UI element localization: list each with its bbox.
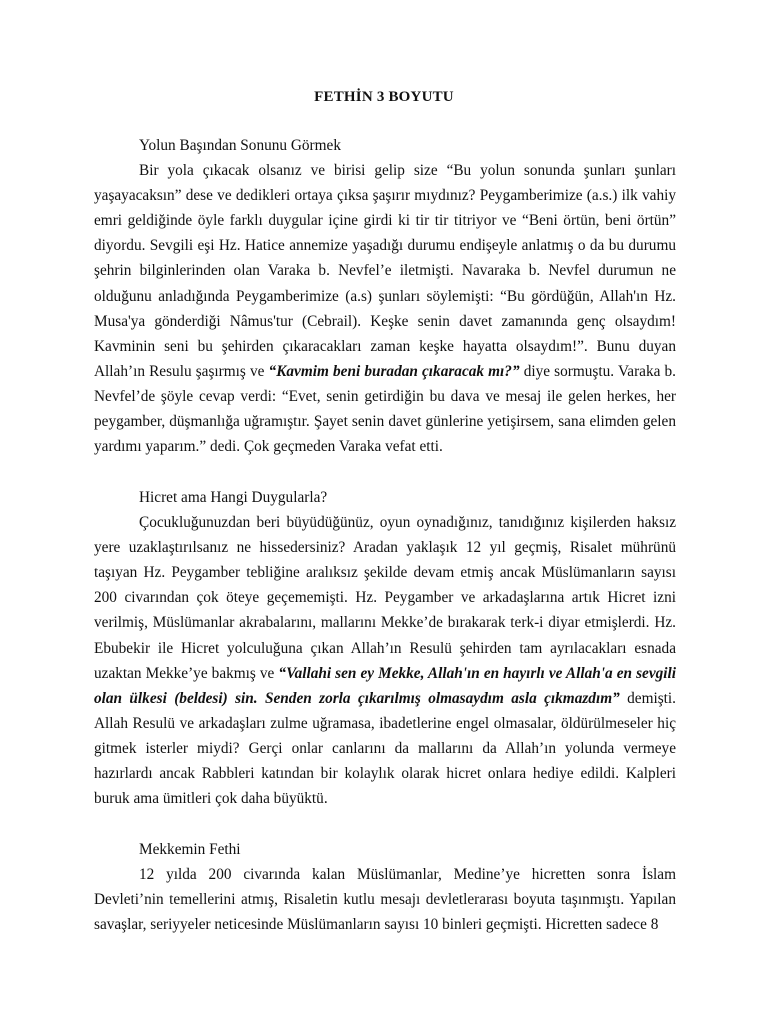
- paragraph-text: 12 yılda 200 civarında kalan Müslümanlar, Medine’ye hicretten sonra İslam Devleti’nin temellerini atmış, Risaletin kutlu mesajı devletlerarası boyuta taşınmıştı. Yapılan savaşlar, seriyyeler neticesinde Müslümanların sayısı 10 binleri geçmişti. Hicretten sadece 8: [94, 866, 676, 934]
- section-paragraph: [94, 510, 676, 811]
- paragraph-text: diye sormuştu. Varaka b. Nevfel’de şöyle cevap verdi: “Evet, senin getirdiğin bu dava ve mesaj ile gelen herkes, her peygamber, düşmanlığa uğramıştır. Şayet senin davet günlerine yetişirsem, sana elimden gelen yardımı yaparım.” dedi. Çok geçmeden Varaka vefat etti.: [94, 362, 676, 456]
- section-paragraph: [94, 158, 676, 459]
- emphasized-quote: “Kavmim beni buradan çıkaracak mı?”: [268, 362, 520, 380]
- section-paragraph: [94, 862, 676, 937]
- section-mekkenin-fethi: [94, 837, 676, 937]
- paragraph-text: demişti. Allah Resulü ve arkadaşları zulme uğramasa, ibadetlerine engel olmasalar, öldürülmeseler hiç gitmek isterler miydi? Gerçi onlar canlarını da mallarını da Allah’ın yolunda vermeye hazırlardı ancak Rabbleri katından bir kolaylık olarak hicret onlara hediye edildi. Kalpleri buruk ama ümitleri çok daha büyüktü.: [94, 689, 677, 808]
- paragraph-text: Çocukluğunuzdan beri büyüdüğünüz, oyun oynadığınız, tanıdığınız kişilerden haksız yere uzaklaştırılsanız ne hissedersiniz? Aradan yaklaşık 12 yıl geçmiş, Risalet mührünü taşıyan Hz. Peygamber tebliğine aralıksız şekilde devam etmiş ancak Müslümanların sayısı 200 civarından çok öteye geçememişti. Hz. Peygamber ve arkadaşlarına artık Hicret izni verilmiş, Müslümanlar akrabalarını, mallarını Mekke’de bırakarak terk-i diyar etmişlerdi. Hz. Ebubekir ile Hicret yolculuğuna çıkan Allah’ın Resulü şehirden tam ayrılacakları esnada uzaktan Mekke’ye bakmış ve: [94, 514, 676, 682]
- section-yolun-basindan: [94, 133, 676, 459]
- emphasized-quote: “Vallahi sen ey Mekke, Allah'ın en hayırlı ve Allah'a en sevgili olan ülkesi (beldesi) sin. Senden zorla çıkarılmış olmasaydım asla çıkmazdım”: [94, 664, 677, 707]
- section-heading: Yolun Başından Sonunu Görmek: [139, 137, 341, 154]
- document-title: FETHİN 3 BOYUTU: [314, 89, 454, 105]
- section-heading: Mekkemin Fethi: [139, 841, 241, 858]
- paragraph-text: Bir yola çıkacak olsanız ve birisi gelip size “Bu yolun sonunda şunları şunları yaşayacaksın” dese ve dedikleri ortaya çıksa şaşırır mıydınız? Peygamberimize (a.s.) ilk vahiy emri geldiğinde öyle farklı duygular içine girdi ki tir tir titriyor ve “Beni örtün, beni örtün” diyordu. Sevgili eşi Hz. Hatice annemize yaşadığı durumu endişeyle anlatmış o da bu durumu şehrin bilginlerinden olan Varaka b. Nevfel’e iletmişti. Navaraka b. Nevfel durumun ne olduğunu anladığında Peygamberimize (a.s) şunları söylemişti: “Bu gördüğün, Allah'ın Hz. Musa'ya gönderdiği Nâmus'tur (Cebrail). Keşke senin davet zamanında genç olsaydım! Kavminin seni bu şehirden çıkaracakları zaman keşke hayatta olsaydım!”. Bunu duyan Allah’ın Resulu şaşırmış ve: [94, 162, 676, 380]
- section-heading: Hicret ama Hangi Duygularla?: [139, 489, 328, 506]
- section-hicret: [94, 485, 676, 811]
